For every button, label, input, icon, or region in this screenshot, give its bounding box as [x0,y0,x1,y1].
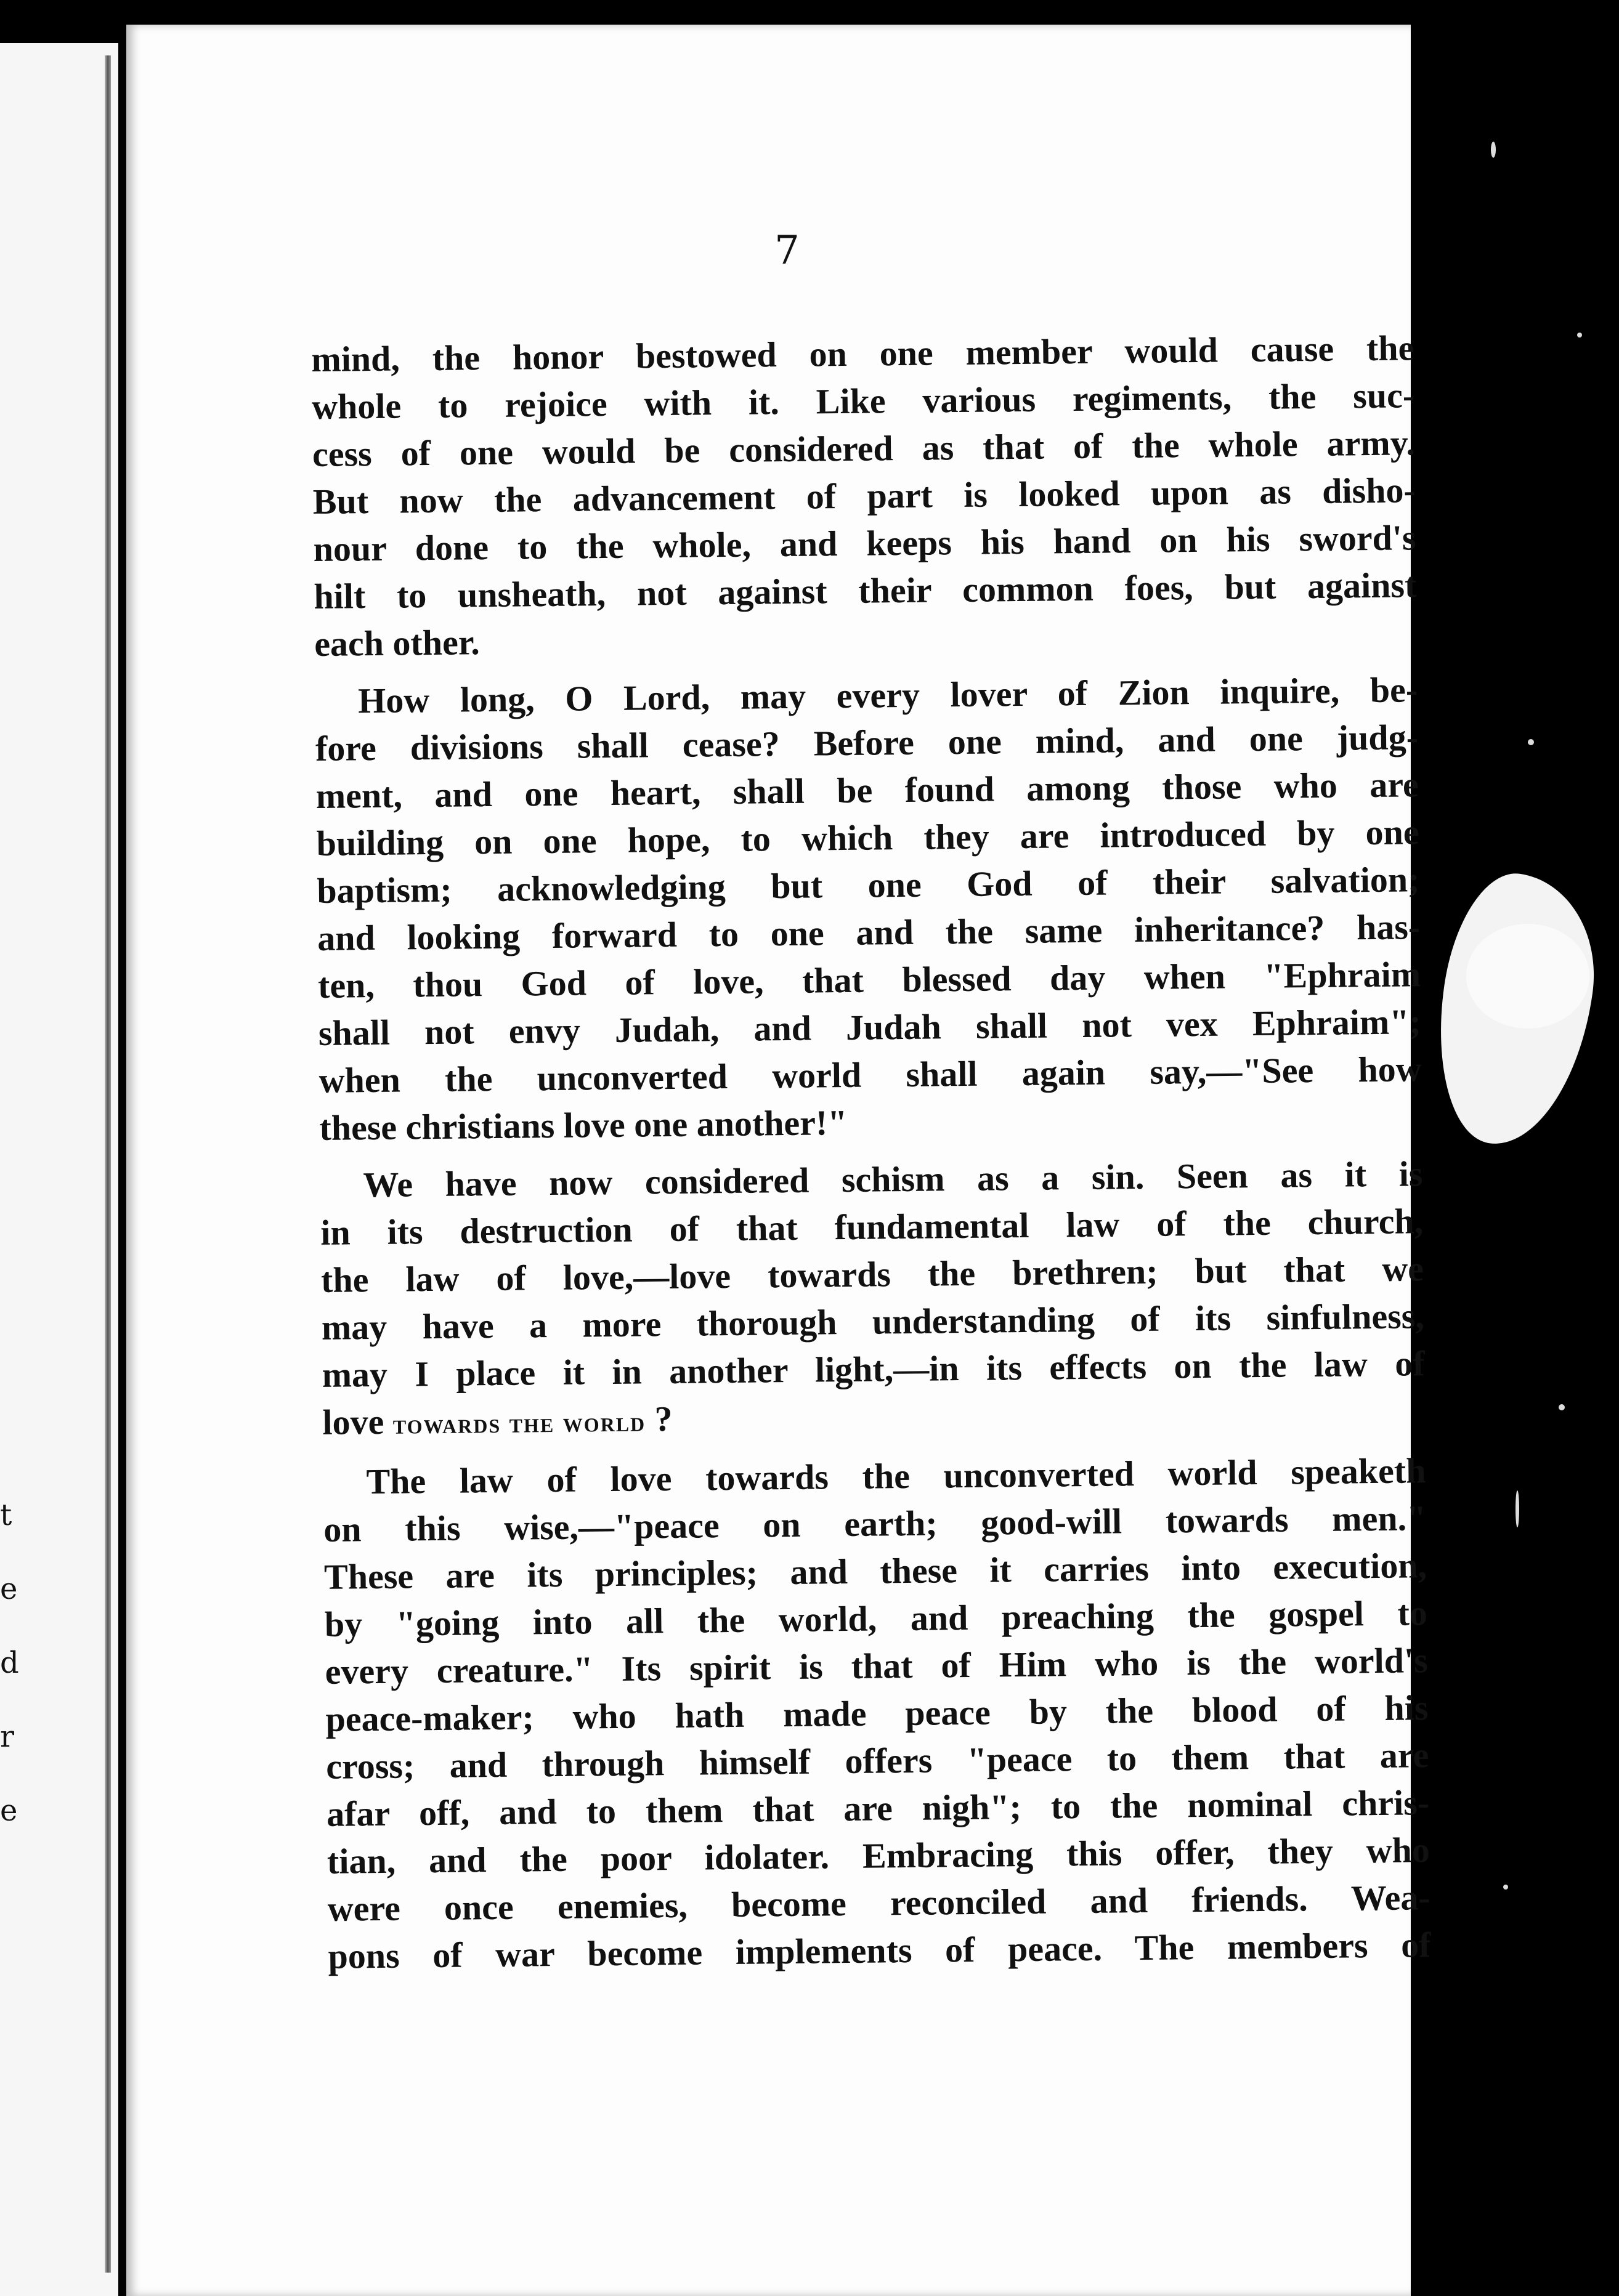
text-line: when the unconverted world shall again say,—"See how [319,1049,1422,1101]
facing-page-fragments [0,1478,19,1848]
text-line: But now the advancement of part is looked upon as disho- [312,470,1416,522]
text-line: ment, and one heart, shall be found among those who are [315,764,1419,816]
text-line: pons of war become implements of peace. The members of [328,1925,1431,1976]
fragment-5: e [0,1793,18,1828]
text-line: in its destruction of that fundamental law of the church, [320,1201,1424,1253]
text-line: nour done to the whole, and keeps his hand on his sword's [313,517,1416,569]
text-line: We have now considered schism as a sin. Seen as it is [363,1154,1423,1205]
text-line: whole to rejoice with it. Like various regiments, the suc- [311,375,1415,427]
text-run: love [322,1401,384,1442]
text-run: ? [654,1398,673,1439]
text-line: hilt to unsheath, not against their common foes, but against [314,565,1417,616]
paragraph-4 [323,1447,1431,1980]
text-line: the law of love,—love towards the brethren; but that we [320,1248,1424,1300]
text-line: shall not envy Judah, and Judah shall not vex Ephraim"; [318,1001,1422,1053]
text-line: may have a more thorough understanding of its sinfulness, [321,1296,1425,1348]
text-line: on this wise,—"peace on earth; good-will towards men." [323,1498,1427,1550]
text-line: tian, and the poor idolater. Embracing this offer, they who [327,1830,1430,1882]
text-line: How long, O Lord, may every lover of Zion inquire, be- [357,669,1418,721]
paragraph-1 [311,324,1418,668]
text-line: these christians love one another!" [319,1102,848,1148]
dust-speck [1577,333,1582,338]
book-page [126,25,1431,2296]
fragment-3: d [0,1646,19,1680]
fragment-1: t [0,1498,12,1532]
text-line: cross; and through himself offers "peace to them that are [325,1735,1429,1787]
text-line: cess of one would be considered as that of the whole army. [312,422,1416,474]
fragment-4: r [0,1720,14,1754]
text-line: fore divisions shall cease? Before one mind, and one judg- [315,717,1419,769]
body-text [311,324,1431,1980]
text-line: These are its principles; and these it carries into execution, [323,1545,1427,1597]
text-line: building on one hope, to which they are introduced by one [316,812,1419,863]
dust-speck [1559,1404,1565,1410]
text-line: may I place it in another light,—in its effects on the law of [322,1343,1425,1395]
text-line: baptism; acknowledging but one God of their salvation; [317,859,1420,911]
facing-page-edge [0,43,118,2296]
dust-speck [1491,142,1496,158]
text-line: ten, thou God of love, that blessed day when "Ephraim [317,954,1421,1006]
book-gutter [105,55,111,2273]
text-line: each other. [314,622,481,664]
page-number: 7 [774,228,800,273]
text-line: peace-maker; who hath made peace by the blood of his [325,1688,1429,1739]
text-line: and looking forward to one and the same inheritance? has- [317,907,1421,958]
text-line: by "going into all the world, and preaching the gospel to [324,1593,1428,1644]
text-line: every creature." Its spirit is that of Him who is the world's [325,1640,1428,1692]
dust-speck [1528,739,1534,745]
text-line: afar off, and to them that are nigh"; to the nominal chris- [326,1782,1430,1834]
torn-paper-fragment [1466,924,1589,1029]
dust-speck [1516,1490,1519,1527]
small-caps-phrase: towards the world [392,1405,646,1440]
paragraph-2 [315,666,1422,1152]
text-line: mind, the honor bestowed on one member would cause the [311,328,1414,379]
text-line: The law of love towards the unconverted world speaketh [366,1450,1426,1502]
paragraph-3 [320,1150,1426,1449]
text-line: were once enemies, become reconciled and friends. Wea- [327,1877,1430,1929]
dust-speck [1503,1885,1508,1890]
fragment-2: e [0,1572,18,1606]
